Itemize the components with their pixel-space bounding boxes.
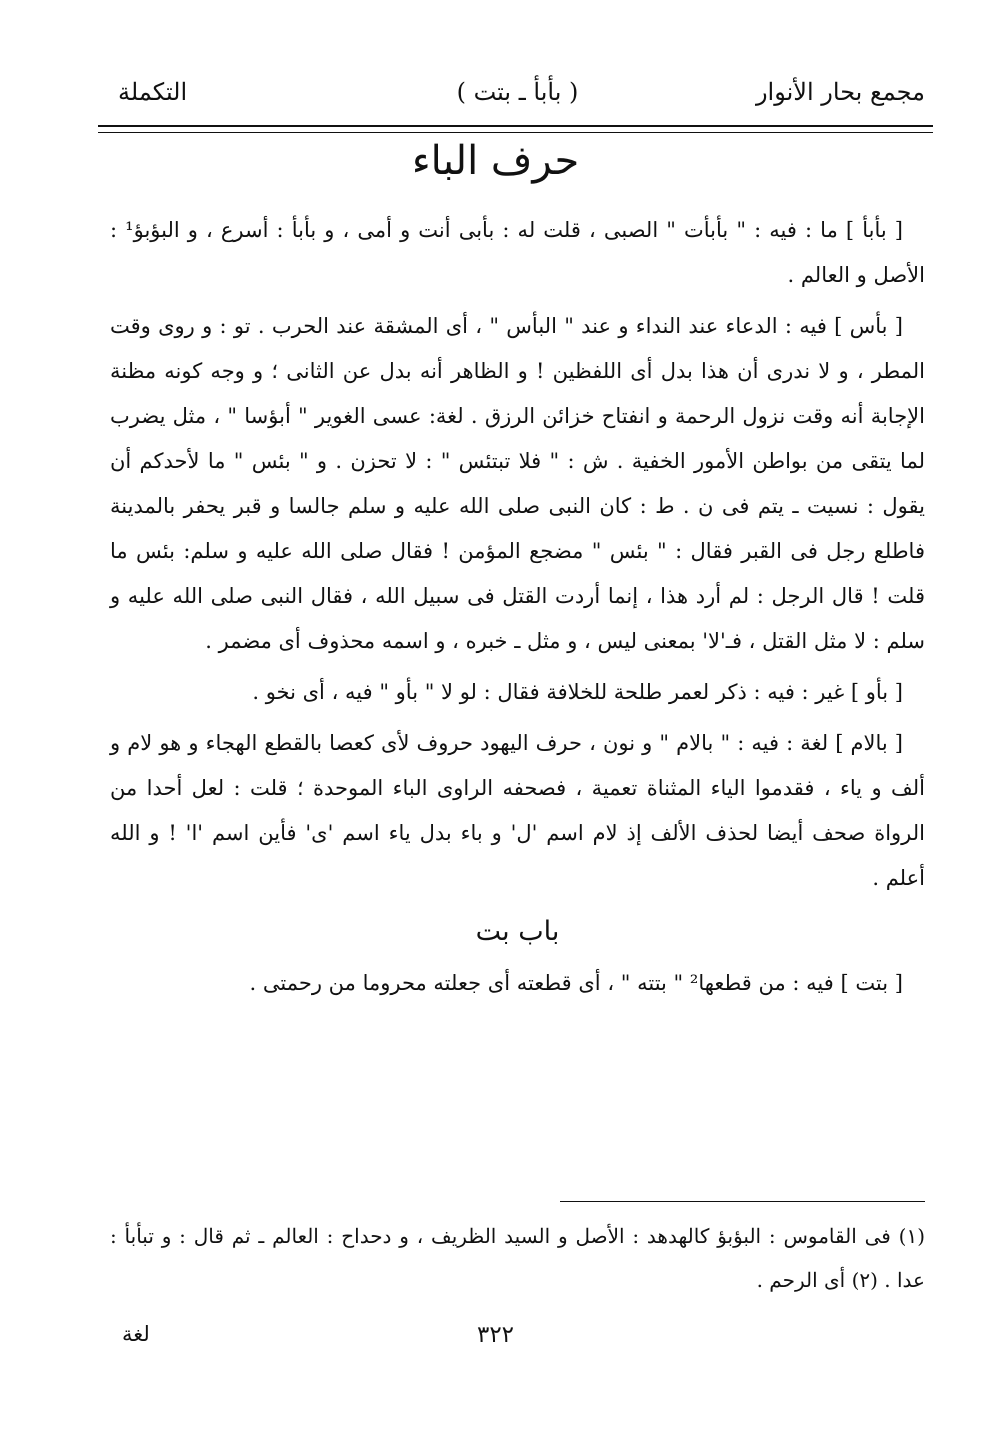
entry-batt: [ بتت ] فيه : من قطعها² " بتته " ، أى قطعته أى جعلته محروما من رحمتى . [249,971,903,995]
signature-mark: لغة [122,1322,150,1346]
section-name: التكملة [118,78,188,106]
entry-ba-ba: [ بأبأ ] ما : فيه : " بأبأت " الصبى ، قلت له : بأبى أنت و أمى ، و بأبأ : أسرع ، و البؤبؤ¹ : الأصل و العالم . [110,218,925,287]
section-title: باب بت [475,916,560,947]
footnote-rule [560,1201,925,1202]
running-header [110,72,925,122]
entry-ba-w: [ بأو ] غير : فيه : ذكر لعمر طلحة للخلافة فقال : لو لا " بأو " فيه ، أى نخو . [252,680,903,704]
book-title: مجمع بحار الأنوار [755,78,925,106]
entry-ba-s: [ بأس ] فيه : الدعاء عند النداء و عند " البأس " ، أى المشقة عند الحرب . تو : و روى وقت المطر ، و لا ندرى أن هذا بدل أى اللفظين ! و الظاهر أنه بدل عن الثانى ؛ و وجه كونه مظنة الإجابة أنه وقت نزول الرحمة و انفتاح خزائن الرزق . لغة: عسى الغوير " أبؤسا " ، مثل يضرب لما يتقى من بواطن الأمور الخفية . ش : " فلا تبتئس " : لا تحزن . و " بئس " ما لأحدكم أن يقول : نسيت ـ يتم فى ن . ط : كان النبى صلى الله عليه و سلم جالسا و قبر يحفر بالمدينة فاطلع رجل فى القبر فقال : " بئس " مضجع المؤمن ! فقال صلى الله عليه و سلم: بئس ما قلت ! قال الرجل : لم أرد هذا ، إنما أردت القتل فى سبيل الله ، فقال النبى صلى الله عليه و سلم : لا مثل القتل ، فـ'لا' بمعنى ليس ، و مثل ـ خبره ، و اسمه محذوف أى مضمر . [110,314,925,653]
chapter-title: حرف الباء [411,138,580,184]
header-rule-thick [98,125,933,127]
footnotes [110,1214,925,1302]
entry-range: ( بأبأ ـ بتت ) [456,78,579,106]
page-number: ٣٢٢ [476,1322,515,1348]
header-rule-thin [98,132,933,133]
footnote-text: (١) فى القاموس : البؤبؤ كالهدهد : الأصل و السيد الظريف ، و دحداح : العالم ـ ثم قال : و تبأبأ : عدا . (٢) أى الرحم . [110,1224,925,1292]
entry-balam: [ بالام ] لغة : فيه : " بالام " و نون ، حرف اليهود حروف لأى كعصا بالقطع الهجاء و هو لام و ألف و ياء ، فقدموا الياء المثناة تعمية ، فصحفه الراوى الباء الموحدة ؛ قلت : لعل أحدا من الرواة صحف أيضا لحذف الألف إذ لام اسم 'ل' و باء بدل ياء اسم 'ى' فأين اسم 'ا' ! و الله أعلم . [110,731,925,890]
entries-body [110,208,925,1012]
